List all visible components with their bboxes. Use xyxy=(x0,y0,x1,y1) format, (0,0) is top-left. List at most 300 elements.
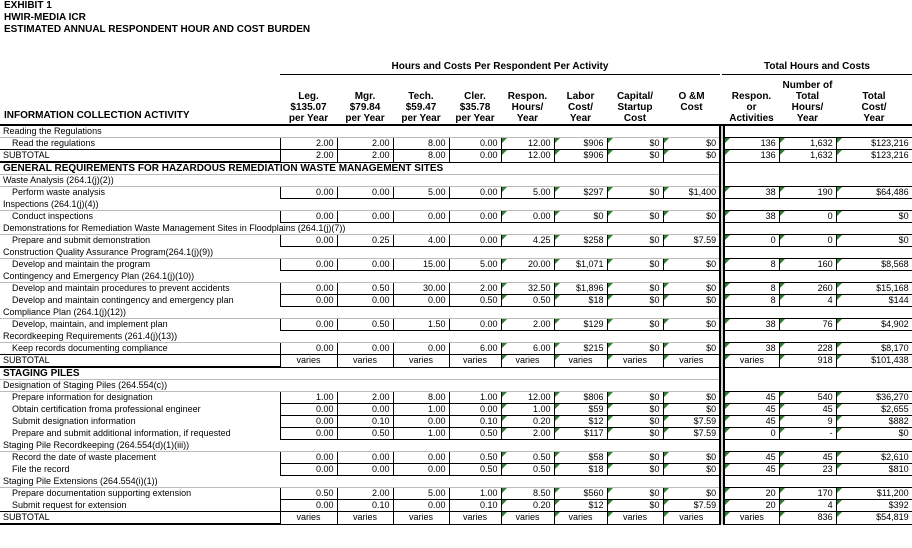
value-cell: 1.00 xyxy=(501,404,554,416)
burden-table xyxy=(0,124,912,525)
total-cell: $54,819 xyxy=(836,512,912,525)
empty-cell xyxy=(724,380,912,392)
value-cell: 0.50 xyxy=(337,428,393,440)
total-cell: 38 xyxy=(724,343,779,355)
value-cell: 0.00 xyxy=(337,211,393,223)
value-cell: 0.20 xyxy=(501,500,554,512)
column-header-line xyxy=(690,113,693,124)
total-cell: 20 xyxy=(724,488,779,500)
value-cell: 0.50 xyxy=(337,319,393,331)
value-cell: 4.00 xyxy=(393,235,449,247)
activity-column-heading: INFORMATION COLLECTION ACTIVITY xyxy=(4,110,190,121)
column-header-line: Total xyxy=(795,91,820,102)
value-cell: $0 xyxy=(663,464,720,476)
value-cell: 5.00 xyxy=(393,488,449,500)
total-cell: $4,902 xyxy=(836,319,912,331)
value-cell: $0 xyxy=(663,283,720,295)
column-header-5 xyxy=(501,76,554,124)
total-cell: $8,170 xyxy=(836,343,912,355)
column-header-line xyxy=(873,80,876,91)
total-cell: $2,610 xyxy=(836,452,912,464)
section-heading-row xyxy=(0,367,912,380)
value-cell: 1.00 xyxy=(449,392,501,404)
activity-label: Develop and maintain the program xyxy=(12,259,151,270)
value-cell: $0 xyxy=(663,295,720,307)
value-cell: $258 xyxy=(554,235,607,247)
value-cell: 8.50 xyxy=(501,488,554,500)
column-header-line: Cost/ xyxy=(568,102,593,113)
value-cell: $7.59 xyxy=(663,428,720,440)
total-cell: 0 xyxy=(779,211,836,223)
column-header-line: Hours/ xyxy=(511,102,544,113)
column-header-4 xyxy=(449,76,501,124)
value-cell: 0.00 xyxy=(337,452,393,464)
value-cell: 0.00 xyxy=(280,211,337,223)
value-cell: $297 xyxy=(554,187,607,199)
value-cell: 0.00 xyxy=(337,343,393,355)
activity-label: Keep records documenting compliance xyxy=(12,343,168,353)
total-cell: 0 xyxy=(724,235,779,247)
empty-cell xyxy=(724,247,912,259)
value-cell: 0.50 xyxy=(449,295,501,307)
value-cell: 0.00 xyxy=(280,259,337,271)
total-cell: $882 xyxy=(836,416,912,428)
value-cell: 0.00 xyxy=(280,343,337,355)
empty-cell xyxy=(724,175,912,187)
value-cell: 0.20 xyxy=(501,416,554,428)
column-header-line xyxy=(750,80,753,91)
total-cell: 23 xyxy=(779,464,836,476)
value-cell: 8.00 xyxy=(393,392,449,404)
value-cell: 0.00 xyxy=(393,211,449,223)
value-cell: $0 xyxy=(663,150,720,163)
value-cell: $117 xyxy=(554,428,607,440)
value-cell: 2.00 xyxy=(280,138,337,150)
value-cell: 0.00 xyxy=(337,404,393,416)
subsection-heading-row xyxy=(0,440,912,452)
table-row xyxy=(0,488,912,500)
column-header-line: $135.07 xyxy=(290,102,327,113)
value-cell: $0 xyxy=(663,404,720,416)
total-cell: $101,438 xyxy=(836,355,912,368)
value-cell: $7.59 xyxy=(663,235,720,247)
value-cell: $0 xyxy=(607,259,663,271)
total-cell: 1,632 xyxy=(779,150,836,163)
total-cell: 228 xyxy=(779,343,836,355)
value-cell: 2.00 xyxy=(501,319,554,331)
total-cell: 8 xyxy=(724,283,779,295)
value-cell: 0.10 xyxy=(337,500,393,512)
activity-label: Prepare documentation supporting extension xyxy=(12,488,192,499)
empty-cell xyxy=(724,271,912,283)
activity-label: Perform waste analysis xyxy=(12,187,106,198)
total-cell: 160 xyxy=(779,259,836,271)
value-cell: varies xyxy=(449,512,501,525)
value-cell: 0.00 xyxy=(280,295,337,307)
value-cell: 1.00 xyxy=(393,428,449,440)
table-row xyxy=(0,187,912,199)
total-cell: 45 xyxy=(724,416,779,428)
value-cell: varies xyxy=(393,355,449,368)
activity-label: SUBTOTAL xyxy=(0,355,280,368)
column-header-line: Tech. xyxy=(408,91,434,102)
column-header-line: Capital/ xyxy=(616,91,654,102)
total-cell: 1,632 xyxy=(779,138,836,150)
value-cell: 2.00 xyxy=(337,138,393,150)
column-header-line: per Year xyxy=(455,113,495,124)
activity-label: STAGING PILES xyxy=(0,367,720,380)
total-cell: 4 xyxy=(779,500,836,512)
activity-label: Staging Pile Extensions (264.554(i)(1)) xyxy=(0,476,720,488)
column-header-8 xyxy=(663,76,720,124)
column-header-line: $35.78 xyxy=(459,102,491,113)
subtotal-row xyxy=(0,355,912,368)
value-cell: 0.00 xyxy=(449,138,501,150)
section-heading-row xyxy=(0,162,912,175)
value-cell: 0.00 xyxy=(280,416,337,428)
value-cell: $7.59 xyxy=(663,500,720,512)
value-cell: 30.00 xyxy=(393,283,449,295)
value-cell: 6.00 xyxy=(501,343,554,355)
total-cell: 136 xyxy=(724,138,779,150)
column-header-line: per Year xyxy=(288,113,329,124)
total-cell: 76 xyxy=(779,319,836,331)
column-header-2 xyxy=(337,76,393,124)
column-header-line: Mgr. xyxy=(354,91,376,102)
value-cell: 1.00 xyxy=(393,404,449,416)
column-header-line: Number of xyxy=(782,80,833,91)
total-cell: varies xyxy=(724,355,779,368)
total-cell: 8 xyxy=(724,295,779,307)
total-cell: $64,486 xyxy=(836,187,912,199)
value-cell: 0.00 xyxy=(449,187,501,199)
value-cell: 0.00 xyxy=(280,464,337,476)
value-cell: $906 xyxy=(554,138,607,150)
value-cell: $12 xyxy=(554,416,607,428)
value-cell: varies xyxy=(663,512,720,525)
value-cell: 0.00 xyxy=(393,464,449,476)
value-cell: 32.50 xyxy=(501,283,554,295)
total-cell: 190 xyxy=(779,187,836,199)
column-header-line: Hours/ xyxy=(791,102,824,113)
total-cell: 170 xyxy=(779,488,836,500)
table-row xyxy=(0,416,912,428)
value-cell: 0.00 xyxy=(337,464,393,476)
value-cell: varies xyxy=(337,355,393,368)
empty-cell xyxy=(724,199,912,211)
value-cell: 4.25 xyxy=(501,235,554,247)
value-cell: 0.00 xyxy=(280,235,337,247)
value-cell: $7.59 xyxy=(663,416,720,428)
value-cell: 0.00 xyxy=(280,283,337,295)
total-cell: 38 xyxy=(724,319,779,331)
column-header-line: $59.47 xyxy=(405,102,437,113)
value-cell: 2.00 xyxy=(337,392,393,404)
subsection-heading-row xyxy=(0,476,912,488)
value-cell: 12.00 xyxy=(501,392,554,404)
value-cell: 0.00 xyxy=(280,428,337,440)
column-header-line: or xyxy=(746,102,757,113)
table-row xyxy=(0,138,912,150)
value-cell: varies xyxy=(449,355,501,368)
activity-label: Submit request for extension xyxy=(12,499,127,510)
column-header-line: per Year xyxy=(401,113,441,124)
value-cell: 0.00 xyxy=(449,235,501,247)
column-header-line: Activities xyxy=(729,113,774,124)
table-row xyxy=(0,452,912,464)
value-cell: $0 xyxy=(607,488,663,500)
activity-label: Submit designation information xyxy=(12,416,136,426)
value-cell: varies xyxy=(280,355,337,368)
empty-cell xyxy=(724,223,912,235)
value-cell: 0.50 xyxy=(501,464,554,476)
total-cell: - xyxy=(779,428,836,440)
value-cell: 5.00 xyxy=(501,187,554,199)
value-cell: 5.00 xyxy=(449,259,501,271)
value-cell: 1.00 xyxy=(449,488,501,500)
table-row xyxy=(0,343,912,355)
activity-label: Reading the Regulations xyxy=(0,125,720,138)
value-cell: $0 xyxy=(663,138,720,150)
value-cell: 0.00 xyxy=(337,295,393,307)
value-cell: varies xyxy=(280,512,337,525)
per-respondent-group-rule xyxy=(280,74,720,75)
value-cell: varies xyxy=(554,512,607,525)
value-cell: 0.00 xyxy=(393,295,449,307)
value-cell: 0.00 xyxy=(449,150,501,163)
table-row xyxy=(0,259,912,271)
value-cell: 0.00 xyxy=(280,500,337,512)
value-cell: $0 xyxy=(607,343,663,355)
subsection-heading-row xyxy=(0,247,912,259)
value-cell: $0 xyxy=(607,138,663,150)
value-cell: $12 xyxy=(554,500,607,512)
icr-title: HWIR-MEDIA ICR xyxy=(4,12,86,23)
value-cell: 2.00 xyxy=(280,150,337,163)
activity-label: Obtain certification froma professional engineer xyxy=(12,404,201,414)
empty-cell xyxy=(724,307,912,319)
column-header-line: Year xyxy=(516,113,539,124)
total-cell: $123,216 xyxy=(836,150,912,163)
column-header-line: per Year xyxy=(345,113,385,124)
total-cell: $2,655 xyxy=(836,404,912,416)
value-cell: 0.00 xyxy=(337,259,393,271)
total-group-heading: Total Hours and Costs xyxy=(764,61,870,72)
value-cell: 12.00 xyxy=(501,150,554,163)
value-cell: 0.10 xyxy=(449,416,501,428)
activity-label: Develop and maintain procedures to prevent accidents xyxy=(12,283,230,294)
value-cell: $0 xyxy=(607,464,663,476)
value-cell: varies xyxy=(337,512,393,525)
activity-label: Prepare information for designation xyxy=(12,392,153,403)
total-cell: 45 xyxy=(724,404,779,416)
value-cell: varies xyxy=(607,355,663,368)
activity-label: Develop and maintain contingency and emergency plan xyxy=(12,295,234,305)
total-cell: 38 xyxy=(724,211,779,223)
value-cell: 0.50 xyxy=(501,295,554,307)
value-cell: $0 xyxy=(663,211,720,223)
total-cell: $0 xyxy=(836,235,912,247)
value-cell: $0 xyxy=(607,295,663,307)
value-cell: 0.10 xyxy=(337,416,393,428)
value-cell: $1,896 xyxy=(554,283,607,295)
value-cell: 2.00 xyxy=(501,428,554,440)
total-cell: 45 xyxy=(724,452,779,464)
value-cell: 0.00 xyxy=(449,211,501,223)
column-header-line: Cler. xyxy=(464,91,486,102)
subsection-heading-row xyxy=(0,223,912,235)
value-cell: varies xyxy=(501,512,554,525)
column-header-line: Startup xyxy=(617,102,653,113)
empty-cell xyxy=(724,476,912,488)
activity-label: Demonstrations for Remediation Waste Management Sites in Floodplains (264.1(j)(7)) xyxy=(0,223,720,235)
column-header-line: Cost xyxy=(680,102,703,113)
table-row xyxy=(0,319,912,331)
value-cell: 6.00 xyxy=(449,343,501,355)
table-row xyxy=(0,392,912,404)
column-header-line: $79.84 xyxy=(349,102,381,113)
value-cell: 0.00 xyxy=(280,452,337,464)
column-header-line: Year xyxy=(569,113,592,124)
value-cell: $806 xyxy=(554,392,607,404)
activity-label: GENERAL REQUIREMENTS FOR HAZARDOUS REMEDIATION WASTE MANAGEMENT SITES xyxy=(0,162,720,175)
value-cell: 1.00 xyxy=(280,392,337,404)
value-cell: $1,071 xyxy=(554,259,607,271)
value-cell: 0.50 xyxy=(280,488,337,500)
empty-cell xyxy=(724,367,912,380)
table-row xyxy=(0,428,912,440)
column-header-line: Total xyxy=(862,91,886,102)
total-cell: 20 xyxy=(724,500,779,512)
total-cell: $8,568 xyxy=(836,259,912,271)
value-cell: $0 xyxy=(607,392,663,404)
value-cell: $906 xyxy=(554,150,607,163)
value-cell: 0.00 xyxy=(393,452,449,464)
empty-cell xyxy=(724,440,912,452)
value-cell: $560 xyxy=(554,488,607,500)
total-cell: $144 xyxy=(836,295,912,307)
total-cell: 540 xyxy=(779,392,836,404)
total-cell: $15,168 xyxy=(836,283,912,295)
total-cell: 836 xyxy=(779,512,836,525)
value-cell: 0.00 xyxy=(280,319,337,331)
activity-label: Compliance Plan (264.1(j)(12)) xyxy=(0,307,720,319)
value-cell: $0 xyxy=(607,211,663,223)
subsection-heading-row xyxy=(0,125,912,138)
value-cell: $0 xyxy=(663,452,720,464)
column-header-line: Cost xyxy=(623,113,647,124)
subtotal-row xyxy=(0,150,912,163)
subsection-heading-row xyxy=(0,175,912,187)
value-cell: $58 xyxy=(554,452,607,464)
value-cell: 0.00 xyxy=(280,404,337,416)
value-cell: $18 xyxy=(554,295,607,307)
column-header-line: Respon. xyxy=(507,91,548,102)
subsection-heading-row xyxy=(0,331,912,343)
total-cell: 260 xyxy=(779,283,836,295)
total-cell: $810 xyxy=(836,464,912,476)
value-cell: $59 xyxy=(554,404,607,416)
value-cell: $129 xyxy=(554,319,607,331)
total-cell: 9 xyxy=(779,416,836,428)
column-header-line: Respon. xyxy=(731,91,772,102)
value-cell: 0.00 xyxy=(501,211,554,223)
table-row xyxy=(0,404,912,416)
subsection-heading-row xyxy=(0,380,912,392)
total-cell: 0 xyxy=(779,235,836,247)
activity-label: Staging Pile Recordkeeping (264.554(d)(1)(iii)) xyxy=(0,440,720,452)
activity-label: Prepare and submit additional information, if requested xyxy=(12,428,231,438)
activity-label: Develop, maintain, and implement plan xyxy=(12,319,168,330)
value-cell: 12.00 xyxy=(501,138,554,150)
activity-label: File the record xyxy=(12,464,70,474)
empty-cell xyxy=(724,331,912,343)
subsection-heading-row xyxy=(0,307,912,319)
value-cell: 0.00 xyxy=(393,416,449,428)
value-cell: 15.00 xyxy=(393,259,449,271)
empty-cell xyxy=(724,162,912,175)
value-cell: $0 xyxy=(663,319,720,331)
activity-label: Waste Analysis (264.1(j)(2)) xyxy=(0,175,720,187)
total-group-rule xyxy=(722,74,912,75)
total-cell: 45 xyxy=(724,464,779,476)
value-cell: 0.50 xyxy=(449,464,501,476)
activity-label: SUBTOTAL xyxy=(0,512,280,525)
value-cell: 0.00 xyxy=(449,404,501,416)
value-cell: 0.00 xyxy=(337,187,393,199)
value-cell: $0 xyxy=(607,428,663,440)
value-cell: 0.50 xyxy=(449,428,501,440)
column-header-3 xyxy=(393,76,449,124)
column-header-line: Year xyxy=(863,113,885,124)
value-cell: 2.00 xyxy=(337,488,393,500)
value-cell: 1.50 xyxy=(393,319,449,331)
value-cell: $0 xyxy=(663,343,720,355)
column-header-line: Cost/ xyxy=(861,102,887,113)
value-cell: $0 xyxy=(607,416,663,428)
total-cell: 45 xyxy=(779,404,836,416)
exhibit-title: EXHIBIT 1 xyxy=(4,0,52,11)
column-header-line: Leg. xyxy=(298,91,319,102)
value-cell: $1,400 xyxy=(663,187,720,199)
value-cell: varies xyxy=(501,355,554,368)
value-cell: varies xyxy=(554,355,607,368)
value-cell: varies xyxy=(393,512,449,525)
value-cell: $0 xyxy=(607,235,663,247)
total-column-header-3 xyxy=(836,76,912,124)
total-cell: $0 xyxy=(836,428,912,440)
value-cell: 0.00 xyxy=(449,319,501,331)
table-row xyxy=(0,283,912,295)
value-cell: 8.00 xyxy=(393,150,449,163)
table-row xyxy=(0,211,912,223)
value-cell: $0 xyxy=(663,392,720,404)
total-cell: 918 xyxy=(779,355,836,368)
total-cell: 45 xyxy=(724,392,779,404)
table-row xyxy=(0,235,912,247)
total-column-header-1 xyxy=(724,76,779,124)
value-cell: 8.00 xyxy=(393,138,449,150)
total-cell: 4 xyxy=(779,295,836,307)
value-cell: 2.00 xyxy=(337,150,393,163)
value-cell: $0 xyxy=(663,488,720,500)
value-cell: 0.00 xyxy=(280,187,337,199)
total-cell: 45 xyxy=(779,452,836,464)
value-cell: 0.00 xyxy=(393,343,449,355)
value-cell: 0.00 xyxy=(393,500,449,512)
total-cell: 38 xyxy=(724,187,779,199)
total-cell: $0 xyxy=(836,211,912,223)
